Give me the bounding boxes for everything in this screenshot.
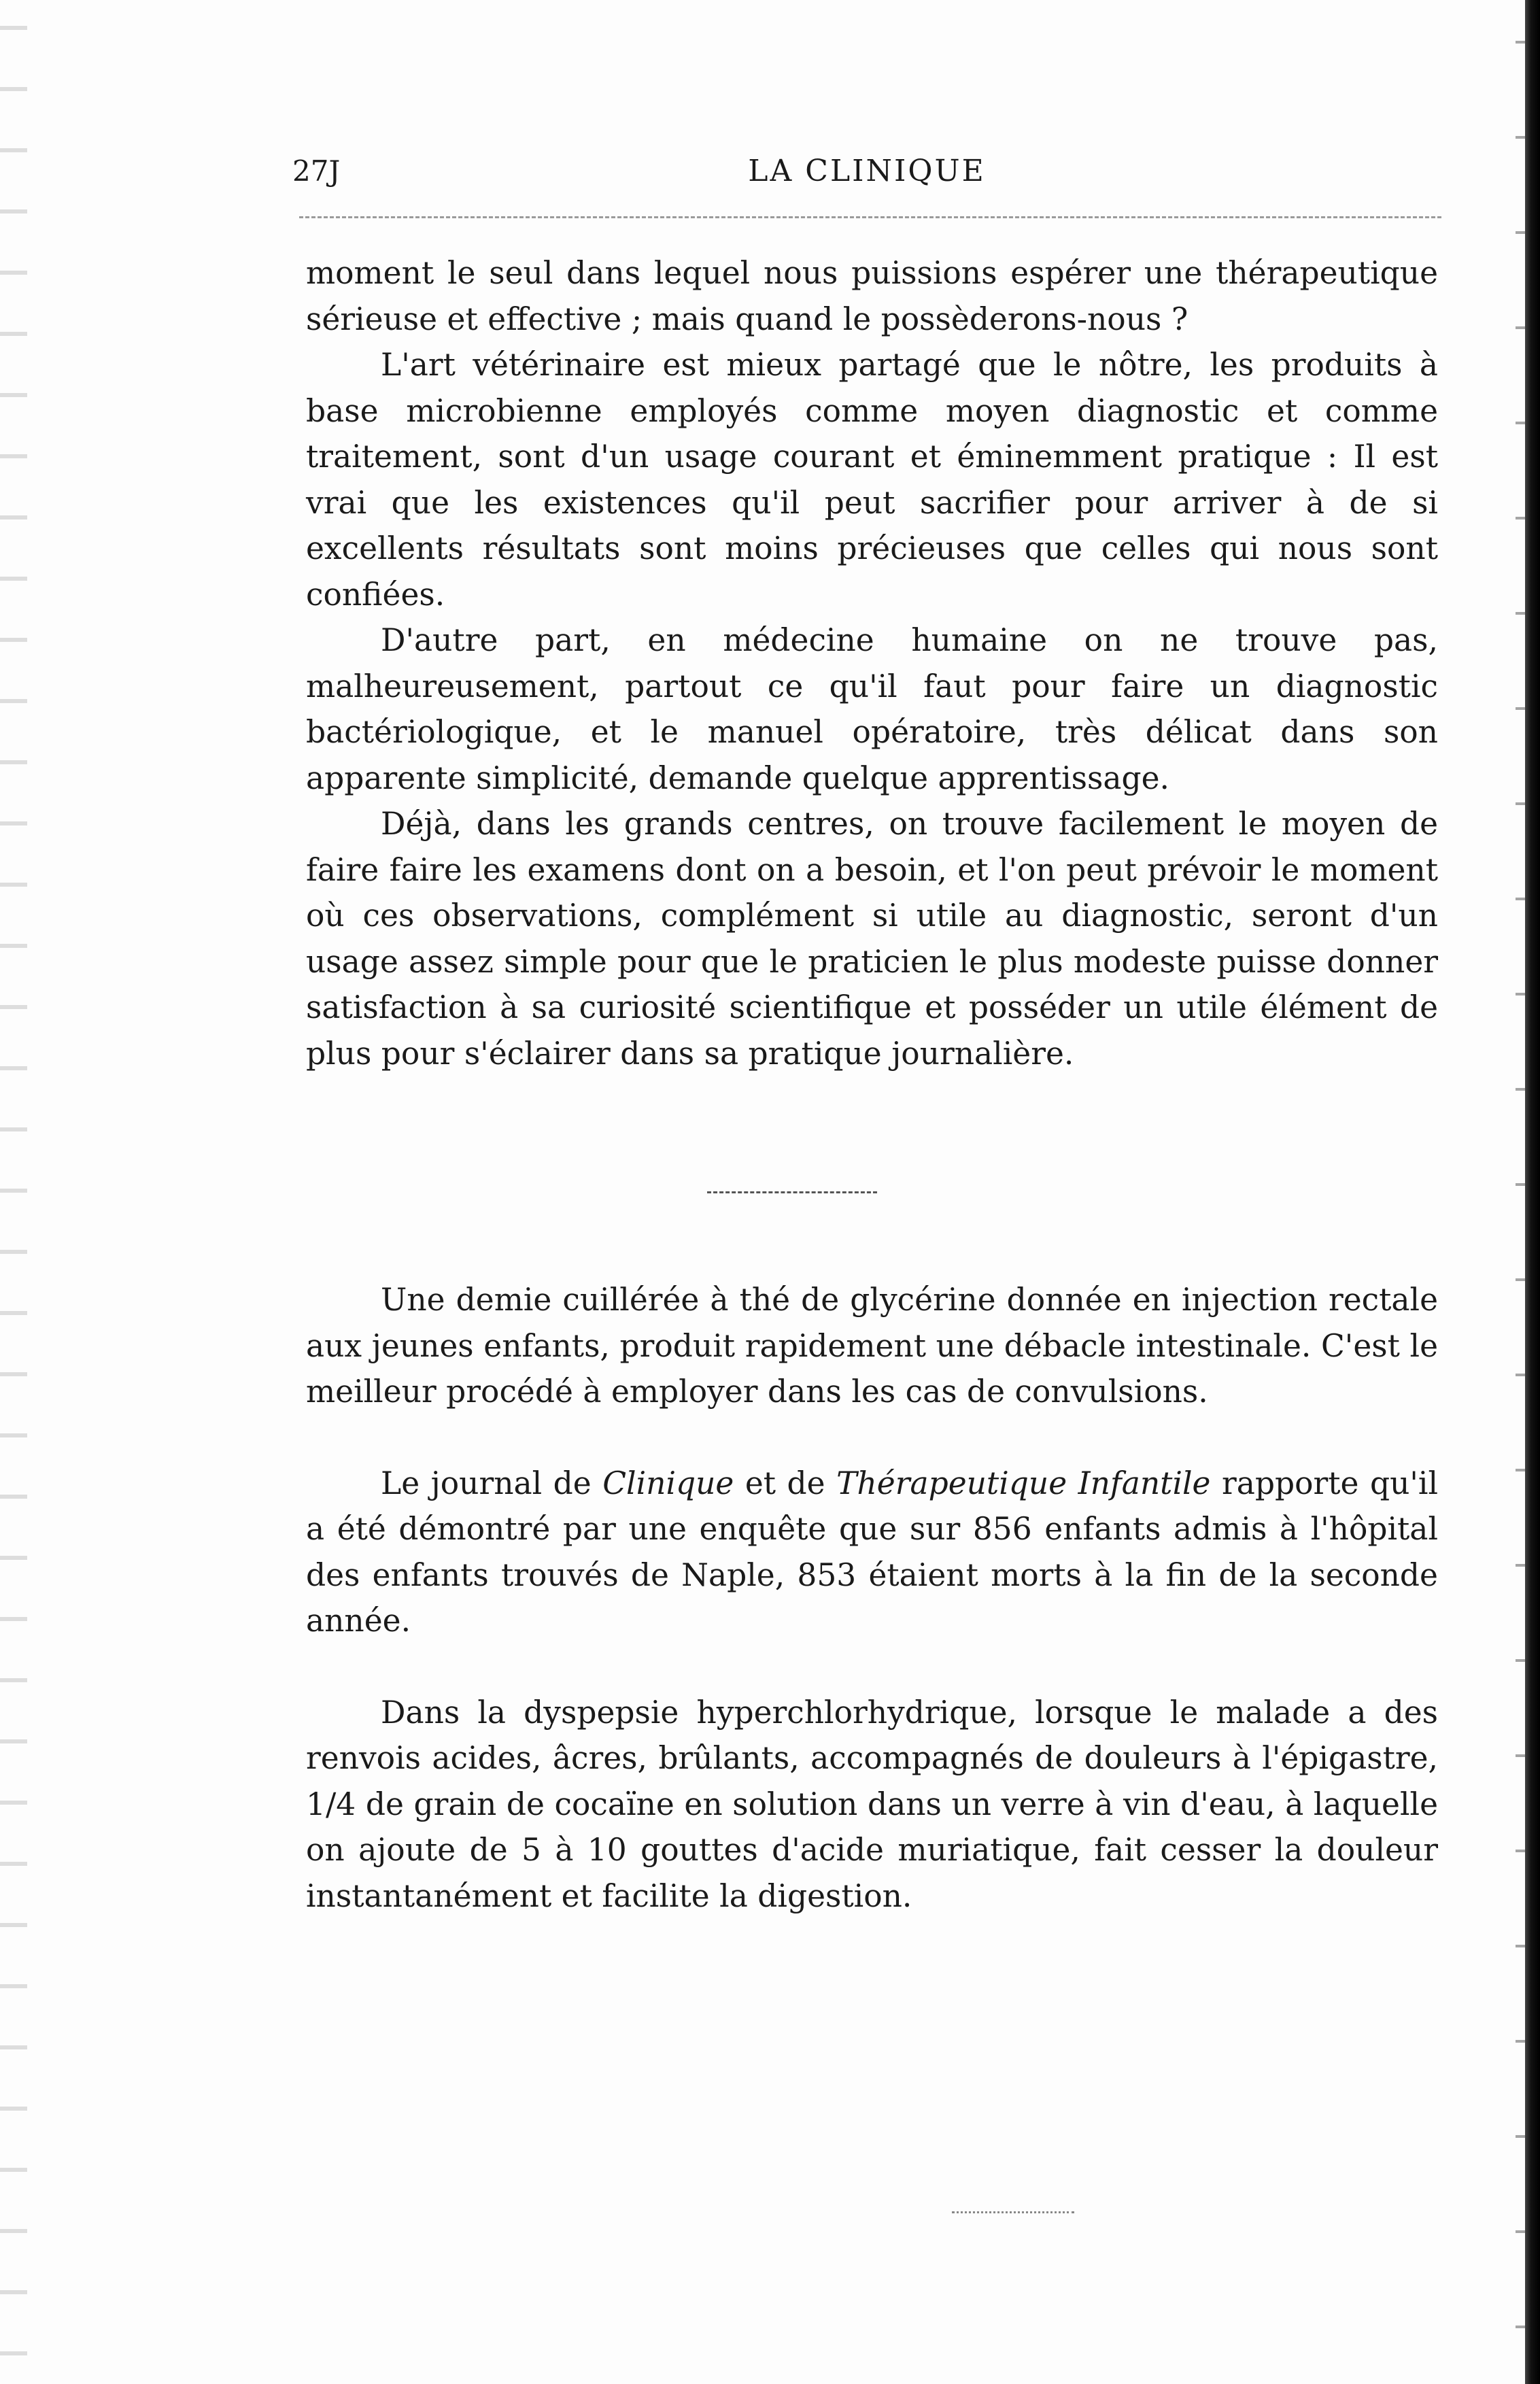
page-number: 27J bbox=[292, 154, 341, 188]
header-rule bbox=[299, 216, 1441, 218]
paragraph-continued: moment le seul dans lequel nous puissions espérer une thérapeutique sérieuse et effective ; mais quand le possèderons-nous ? bbox=[306, 255, 1438, 337]
paragraph: D'autre part, en médecine humaine on ne trouve pas, malheureusement, partout ce qu'il faut pour faire un diagnostic bactériologique, et le manuel opératoire, très délicat dans son apparente simplicité, demande quelque apprentissage. bbox=[306, 622, 1438, 796]
note-dyspepsie: Dans la dyspepsie hyperchlorhydrique, lorsque le malade a des renvois acides, âcres, brûlants, accompagnés de douleurs à l'épigastre, 1/4 de grain de cocaïne en solution dans un verre à vin d'eau, à laquelle on ajoute de 5 à 10 gouttes d'acide muriatique, fait cesser la douleur instantanément et facilite la digestion. bbox=[306, 1694, 1438, 1914]
note-journal-text: Le journal de bbox=[381, 1465, 603, 1501]
end-mark bbox=[952, 2211, 1074, 2213]
article-body bbox=[306, 250, 1438, 1076]
note-journal-text: rapporte qu'il a été démontré par une enquête que sur 856 enfants admis à l'hôpital des enfants trouvés de Naple, 853 étaient morts à la fin de la seconde année. bbox=[306, 1465, 1438, 1639]
section-divider bbox=[707, 1191, 877, 1193]
paragraph: Déjà, dans les grands centres, on trouve facilement le moyen de faire faire les examens dont on a besoin, et l'on peut prévoir le moment où ces observations, complément si utile au diagnostic, seront d'un usage assez simple pour que le praticien le plus modeste puisse donner satisfaction à sa curiosité scientifique et posséder un utile élément de plus pour s'éclairer dans sa pratique journalière. bbox=[306, 806, 1438, 1072]
scan-edge-shadow bbox=[1516, 0, 1525, 2384]
running-head bbox=[292, 151, 1441, 192]
running-title: LA CLINIQUE bbox=[748, 154, 986, 188]
journal-title-therapeutique: Thérapeutique Infantile bbox=[836, 1465, 1211, 1501]
scan-speckle-left bbox=[0, 0, 27, 2384]
note-glycerine: Une demie cuillérée à thé de glycérine donnée en injection rectale aux jeunes enfants, produit rapidement une débacle intestinale. C'est le meilleur procédé à employer dans les cas de convulsions. bbox=[306, 1282, 1438, 1410]
scan-edge-right bbox=[1525, 0, 1540, 2384]
note-journal-text: et de bbox=[734, 1465, 837, 1501]
journal-title-clinique: Clinique bbox=[602, 1465, 734, 1501]
notes-section bbox=[306, 1277, 1438, 1964]
note-journal bbox=[306, 1461, 1438, 1644]
paragraph: L'art vétérinaire est mieux partagé que le nôtre, les produits à base microbienne employés comme moyen diagnostic et comme traitement, sont d'un usage courant et éminemment pratique : Il est vrai que les existences qu'il peut sacrifier pour arriver à de si excellents résultats sont moins précieuses que celles qui nous sont confiées. bbox=[306, 347, 1438, 613]
